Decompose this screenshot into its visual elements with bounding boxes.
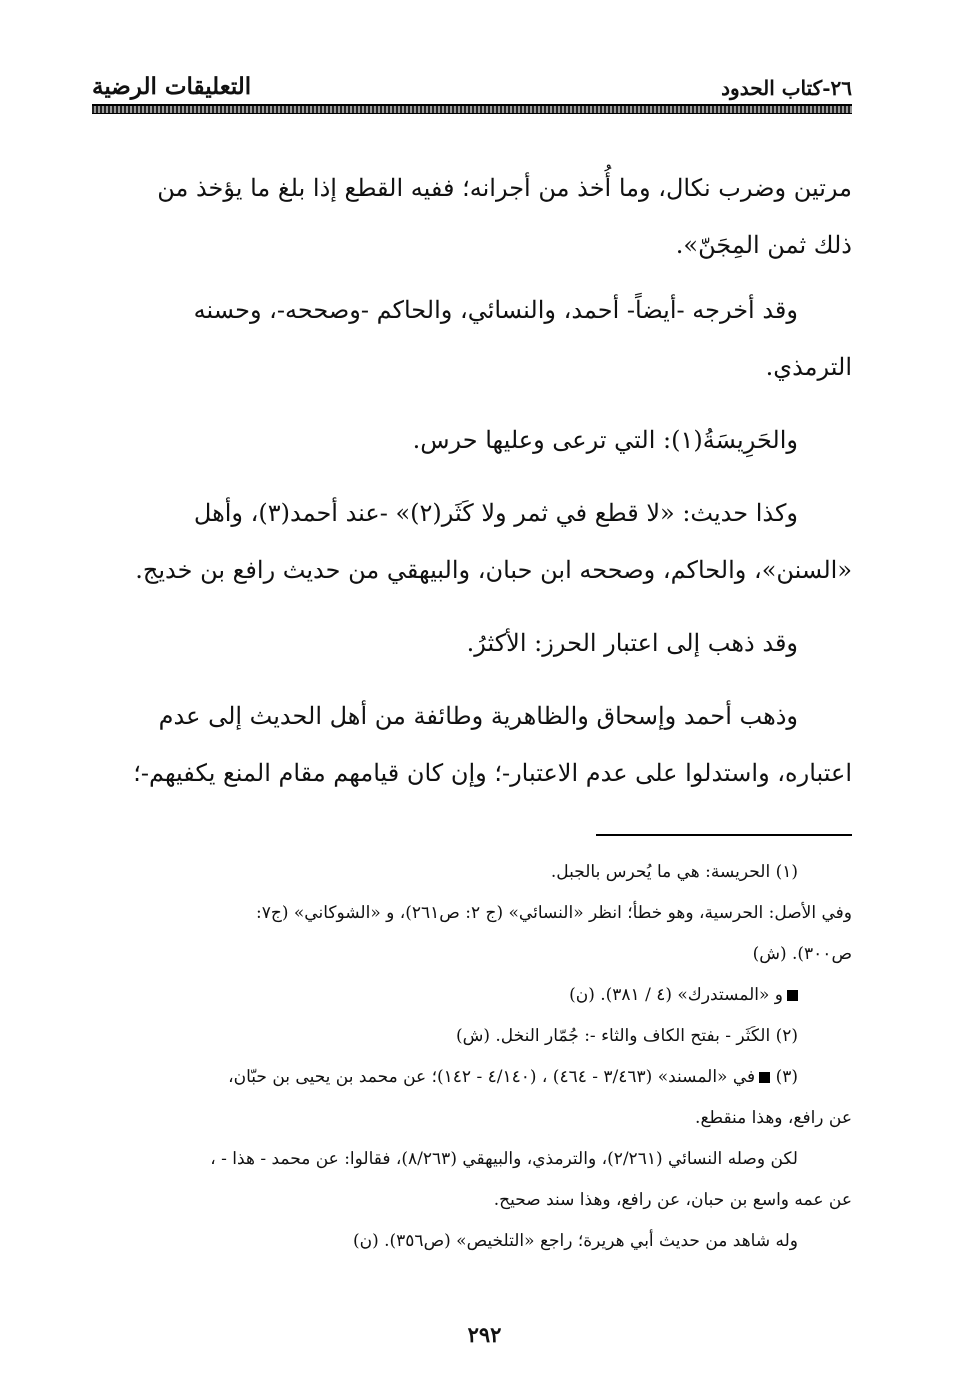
paragraph xyxy=(92,160,852,274)
paragraph xyxy=(92,615,852,672)
square-marker-icon xyxy=(759,1072,770,1083)
text-line: «السنن»، والحاكم، وصححه ابن حبان، والبيهقي من حديث رافع بن خديج. xyxy=(135,556,852,584)
paragraph xyxy=(92,485,852,599)
footnote-line: عن عمه واسع بن حبان، عن رافع، وهذا سند صحيح. xyxy=(493,1190,852,1210)
paragraph xyxy=(92,282,852,396)
footnotes xyxy=(92,852,852,1262)
footnote-line: (٢) الكَثَر - بفتح الكاف والثاء -: جُمّار النخل. (ش) xyxy=(455,1026,798,1046)
text-line: مرتين وضرب نكال، وما أُخذ من أجرانه؛ ففيه القطع إذا بلغ ما يؤخذ من xyxy=(157,174,852,202)
footnote-line: وفي الأصل: الحرسية، وهو خطأ؛ انظر «النسائي» (ج ٢: ص٢٦١)، و «الشوكاني» (ج٧: xyxy=(256,903,852,923)
footnote-text: و «المستدرك» (٤ / ٣٨١). (ن) xyxy=(569,985,783,1005)
footnote-line: ص٣٠٠). (ش) xyxy=(752,944,852,964)
footnote-line: (١) الحريسة: هي ما يُحرس بالجبل. xyxy=(550,862,798,882)
footnote-text: في «المسند» (٣/٤٦٣ - ٤٦٤) ، (٤/١٤٠ - ١٤٢)؛ عن محمد بن يحيى بن حبّان، xyxy=(228,1067,756,1087)
chapter-title: ٢٦-كتاب الحدود xyxy=(721,76,852,100)
text-line: والحَرِيسَةُ(١): التي ترعى وعليها حرس. xyxy=(412,426,798,454)
paragraph xyxy=(92,688,852,802)
footnote-line xyxy=(92,1057,852,1098)
paragraph xyxy=(92,412,852,469)
text-line: وقد أخرجه -أيضاً- أحمد، والنسائي، والحاكم -وصححه-، وحسنه xyxy=(193,296,798,324)
footnote-separator xyxy=(596,834,852,836)
text-line: وقد ذهب إلى اعتبار الحرز: الأكثرُ. xyxy=(466,629,798,657)
square-marker-icon xyxy=(787,990,798,1001)
text-line: ذلك ثمن المِجَنّ». xyxy=(675,231,852,259)
footnote-line xyxy=(92,975,852,1016)
page-number: ٢٩٢ xyxy=(467,1322,502,1347)
text-line: الترمذي. xyxy=(765,353,852,381)
footnote-line: لكن وصله النسائي (٢/٢٦١)، والترمذي، والبيهقي (٨/٢٦٣)، فقالوا: عن محمد - هذا - ، xyxy=(210,1149,798,1169)
text-line: اعتباره، واستدلوا على عدم الاعتبار-؛ وإن كان قيامهم مقام المنع يكفيهم-؛ xyxy=(133,759,852,787)
text-line: وذهب أحمد وإسحاق والظاهرية وطائفة من أهل الحديث إلى عدم xyxy=(158,702,798,730)
header-rule xyxy=(92,104,852,114)
main-text xyxy=(92,160,852,818)
running-header xyxy=(92,70,852,100)
footnote-line: عن رافع، وهذا منقطع. xyxy=(695,1108,852,1128)
book-title: التعليقات الرضية xyxy=(92,73,252,100)
footnote-line: وله شاهد من حديث أبي هريرة؛ راجع «التلخيص» (ص٣٥٦). (ن) xyxy=(352,1231,798,1251)
footnote-number: (٣) xyxy=(775,1067,798,1087)
text-line: وكذا حديث: «لا قطع في ثمر ولا كَثَر(٢)» -عند أحمد(٣)، وأهل xyxy=(193,499,798,527)
